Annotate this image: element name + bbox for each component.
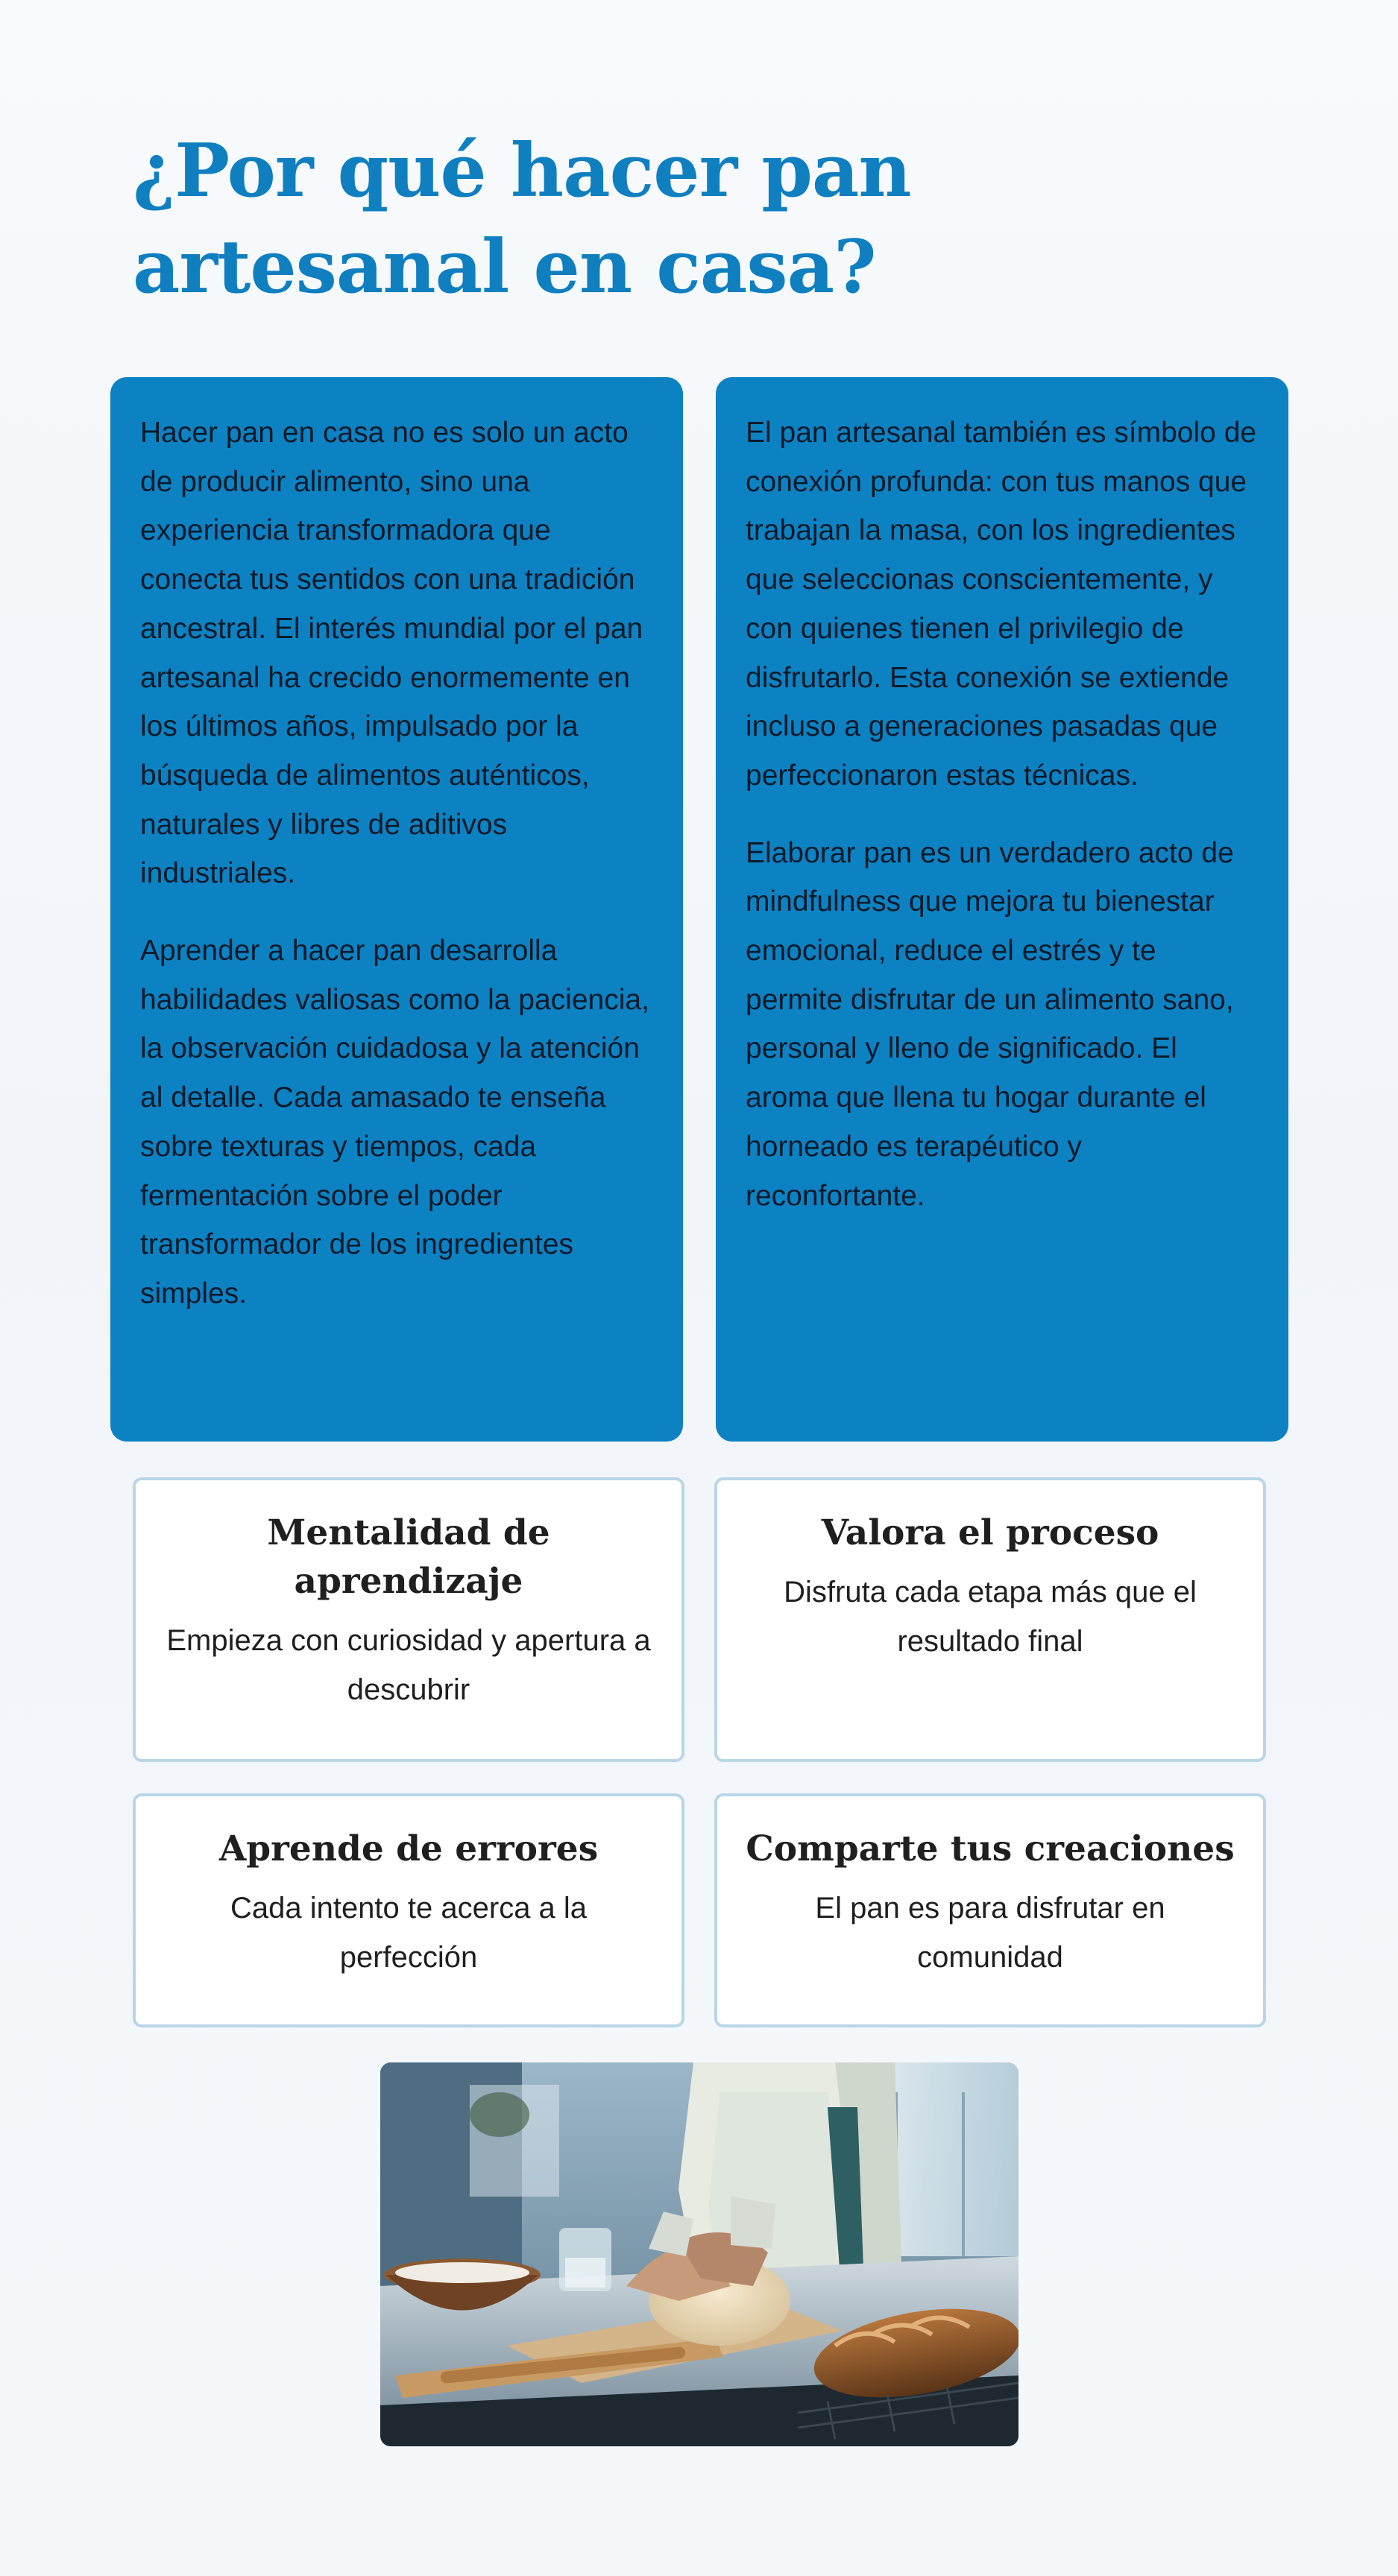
left-text-panel xyxy=(110,377,683,1442)
card-comparte xyxy=(714,1793,1266,2027)
card-title: Mentalidad de aprendizaje xyxy=(267,1512,550,1602)
card-text: El pan es para disfrutar en comunidad xyxy=(815,1892,1165,1974)
card-aprende-errores xyxy=(133,1793,684,2027)
card-valora-proceso xyxy=(714,1477,1266,1762)
card-mentalidad xyxy=(133,1477,684,1762)
right-paragraph-2: Elaborar pan es un verdadero acto de mindfulness que mejora tu bienestar emocional, reduce el estrés y te permite disfrutar de un alimento sano, personal y lleno de significado. El aroma que llena tu hogar durante el horneado es terapéutico y reconfortante. xyxy=(746,836,1234,1212)
kitchen-scene-illustration xyxy=(380,2062,1018,2446)
card-title: Comparte tus creaciones xyxy=(746,1828,1235,1869)
card-title: Aprende de errores xyxy=(218,1828,599,1869)
baker-kneading-photo xyxy=(380,2062,1018,2446)
right-paragraph-1: El pan artesanal también es símbolo de conexión profunda: con tus manos que trabajan la masa, con los ingredientes que seleccionas conscientemente, y con quienes tienen el privilegio de disfrutarlo. Esta conexión se extiende incluso a generaciones pasadas que perfeccionaron estas técnicas. xyxy=(746,417,1257,792)
card-text: Empieza con curiosidad y apertura a descubrir xyxy=(166,1624,651,1706)
card-text: Cada intento te acerca a la perfección xyxy=(230,1892,588,1974)
right-text-panel xyxy=(716,377,1288,1442)
page-title: ¿Por qué hacer pan artesanal en casa? xyxy=(133,128,911,310)
left-paragraph-1: Hacer pan en casa no es solo un acto de producir alimento, sino una experiencia transformadora que conecta tus sentidos con una tradición ancestral. El interés mundial por el pan artesanal ha crecido enormemente en los últimos años, impulsado por la búsqueda de alimentos auténticos, naturales y libres de aditivos industriales. xyxy=(140,417,643,890)
card-title: Valora el proceso xyxy=(821,1512,1159,1553)
card-text: Disfruta cada etapa más que el resultado final xyxy=(784,1576,1197,1658)
left-paragraph-2: Aprender a hacer pan desarrolla habilidades valiosas como la paciencia, la observación cuidadosa y la atención al detalle. Cada amasado te enseña sobre texturas y tiempos, cada fermentación sobre el poder transformador de los ingredientes simples. xyxy=(140,935,649,1310)
